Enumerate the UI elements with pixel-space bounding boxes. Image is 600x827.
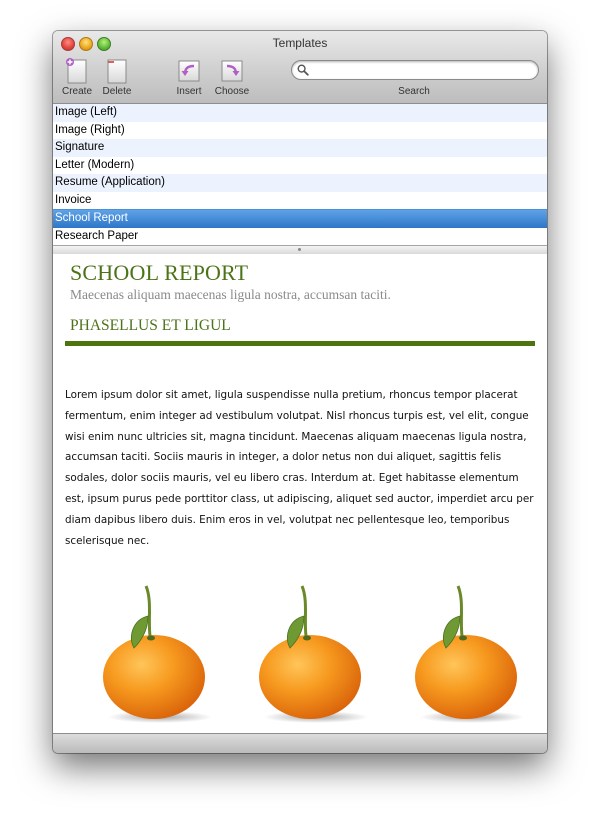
delete-document-icon <box>103 57 131 85</box>
preview-heading: PHASELLUS ET LIGUL <box>70 317 231 334</box>
magnifier-icon <box>297 64 309 76</box>
insert-button[interactable] <box>167 57 211 97</box>
create-label: Create <box>61 86 92 97</box>
toolbar <box>53 31 547 104</box>
create-button[interactable] <box>55 57 99 97</box>
insert-label: Insert <box>176 86 202 97</box>
search-label: Search <box>398 86 430 97</box>
template-list-item[interactable]: School Report <box>53 209 547 228</box>
orange-image <box>415 586 524 723</box>
choose-button[interactable] <box>210 57 254 97</box>
delete-label: Delete <box>102 86 132 97</box>
templates-window <box>53 31 547 753</box>
insert-icon <box>175 57 203 85</box>
delete-button[interactable] <box>95 57 139 97</box>
choose-label: Choose <box>214 86 250 97</box>
template-list-item[interactable]: Letter (Modern) <box>55 158 135 171</box>
template-list-item[interactable]: Image (Right) <box>55 123 125 136</box>
divider-grip-icon <box>298 248 301 251</box>
template-list-item[interactable]: Invoice <box>55 193 92 206</box>
orange-image <box>103 586 212 723</box>
preview-body: Lorem ipsum dolor sit amet, ligula suspendisse nulla pretium, rhoncus tempor placerat fermentum, enim integer ad vestibulum volutpat. Nisl rhoncus turpis est, vel elit, congue wisi enim nunc ultricies sit, magna tincidunt. Maecenas aliquam maecenas ligula nostra, accumsan taciti. Sociis mauris in integer, a dolor netus non dui aliquet, sagittis felis sodales, dolor sociis mauris, vel eu libero cras. Interdum at. Eget habitasse elementum est, ipsum purus pede porttitor class, ut adipiscing, aliquet sed auctor, imperdiet arcu per diam dapibus libero duis. Enim eros in vel, volutpat nec pellentesque leo, temporibus scelerisque nec. <box>65 389 534 547</box>
new-document-icon <box>63 57 91 85</box>
window-title: Templates <box>272 36 328 50</box>
template-preview <box>53 254 547 733</box>
template-list-item[interactable]: Research Paper <box>55 229 139 242</box>
oranges-image <box>53 580 547 730</box>
preview-title: SCHOOL REPORT <box>70 260 249 285</box>
preview-subtitle: Maecenas aliquam maecenas ligula nostra, accumsan taciti. <box>70 287 391 302</box>
search-input[interactable] <box>312 62 531 79</box>
template-list-item[interactable]: Resume (Application) <box>53 174 547 192</box>
preview-rule <box>65 341 535 346</box>
template-list-item[interactable]: Image (Left) <box>53 104 547 122</box>
orange-image <box>259 586 368 723</box>
search-field[interactable] <box>291 60 539 80</box>
templates-list[interactable] <box>53 104 547 245</box>
template-list-item[interactable]: Signature <box>53 139 547 157</box>
choose-icon <box>218 57 246 85</box>
bottom-bar <box>53 733 547 753</box>
